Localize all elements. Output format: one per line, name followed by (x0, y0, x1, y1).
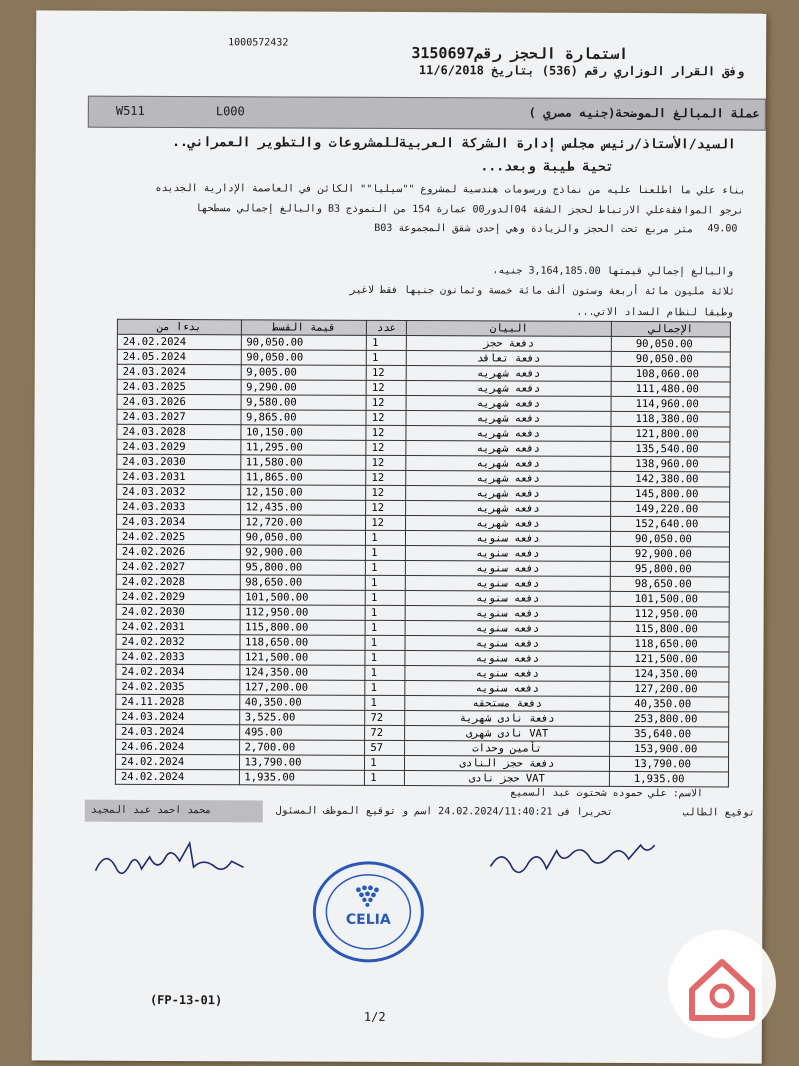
header-installment: قيمة القسط (241, 320, 367, 336)
cell-total: 153,900.00 (610, 741, 729, 757)
cell-statement: دفعه سنويه (405, 591, 610, 607)
cell-count: 1 (365, 755, 405, 770)
header-total: الإجمالي (611, 321, 730, 337)
greeting: تحية طيبة وبعد... (480, 159, 614, 175)
cell-count: 1 (366, 575, 406, 590)
cell-start: 24.03.2024 (116, 724, 240, 740)
cell-statement: دفعة حجز (406, 336, 611, 352)
cell-installment: 90,050.00 (240, 530, 366, 546)
cell-start: 24.03.2024 (116, 709, 240, 725)
signature-right (482, 838, 672, 889)
written-on: تحريرا فى 24.02.2024/11:40:21 اسم و توقيع الموظف المسئول (275, 805, 613, 818)
signature-left (90, 841, 260, 897)
cell-total: 149,220.00 (611, 501, 730, 517)
cell-count: 57 (365, 740, 405, 755)
employee-name: محمد احمد عبد المجيد (90, 804, 212, 817)
cell-count: 12 (366, 455, 406, 470)
form-title: استمارة الحجز رقم3150697 (411, 44, 629, 63)
cell-statement: دفعه شهريه (406, 411, 611, 427)
cell-installment: 3,525.00 (239, 710, 365, 726)
cell-count: 1 (365, 650, 405, 665)
cell-total: 114,960.00 (611, 396, 730, 412)
cell-count: 12 (366, 380, 406, 395)
cell-start: 24.02.2024 (115, 754, 239, 770)
intro-line-1: بناء علي ما اطلعنا عليه من نماذج ورسومات هندسية لمشروع ""سيليا"" الكائن في العاصمة الإدارية الجديده (155, 182, 746, 197)
cell-count: 1 (367, 335, 407, 350)
document-page (32, 10, 767, 1063)
cell-start: 24.02.2031 (116, 619, 240, 635)
applicant-signature-label: توقيع الطالب (682, 807, 755, 819)
cell-statement: دفعه شهريه (406, 426, 611, 442)
payment-system-title: وطبقا لنظام السداد الاتي... (576, 306, 734, 319)
cell-total: 124,350.00 (610, 666, 729, 682)
cell-installment: 90,050.00 (241, 335, 367, 351)
total-words: ثلاثة مليون مائة أربعة وستون ألف مائة خمسة وثمانون جنيها فقط لاغير (349, 284, 736, 298)
cell-installment: 9,290.00 (241, 380, 367, 396)
cell-total: 92,900.00 (610, 546, 729, 562)
cell-statement: دفعه سنويه (405, 576, 610, 592)
cell-total: 253,800.00 (610, 711, 729, 727)
cell-total: 138,960.00 (611, 456, 730, 472)
cell-statement: تأمين وحدات (404, 741, 609, 757)
cell-installment: 127,200.00 (239, 680, 365, 696)
cell-total: 135,540.00 (611, 441, 730, 457)
watermark-home-icon (668, 930, 776, 1038)
cell-count: 1 (365, 665, 405, 680)
cell-count: 72 (365, 725, 405, 740)
cell-start: 24.02.2028 (116, 574, 240, 590)
cell-count: 1 (365, 770, 405, 785)
cell-start: 24.03.2031 (117, 469, 241, 485)
cell-start: 24.02.2030 (116, 604, 240, 620)
cell-start: 24.02.2027 (116, 559, 240, 575)
cell-installment: 10,150.00 (240, 425, 366, 441)
cell-total: 90,050.00 (610, 531, 729, 547)
cell-start: 24.02.2034 (116, 664, 240, 680)
decree-line: وفق القرار الوزاري رقم (536) بتاريخ 11/6/2018 (418, 63, 745, 79)
form-code: (FP-13-01) (149, 992, 223, 1008)
cell-count: 12 (366, 485, 406, 500)
stamp-text: CELIA (345, 911, 391, 928)
cell-installment: 13,790.00 (239, 755, 365, 771)
cell-start: 24.03.2028 (117, 424, 241, 440)
cell-total: 111,480.00 (611, 381, 730, 397)
cell-count: 72 (365, 710, 405, 725)
cell-statement: دفعة تعاقد (406, 351, 611, 367)
cell-count: 12 (366, 440, 406, 455)
cell-count: 1 (365, 680, 405, 695)
cell-total: 121,500.00 (610, 651, 729, 667)
cell-count: 1 (365, 620, 405, 635)
cell-start: 24.02.2033 (116, 649, 240, 665)
cell-installment: 11,580.00 (240, 455, 366, 471)
cell-start: 24.03.2027 (117, 409, 241, 425)
cell-statement: دفعه سنويه (405, 666, 610, 682)
cell-statement: دفعه سنويه (405, 636, 610, 652)
cell-total: 112,950.00 (610, 606, 729, 622)
cell-total: 95,800.00 (610, 561, 729, 577)
cell-installment: 115,800.00 (240, 620, 366, 636)
cell-start: 24.02.2024 (115, 769, 239, 785)
cell-start: 24.02.2029 (116, 589, 240, 605)
header-count: عدد (367, 320, 407, 335)
cell-statement: دفعه شهريه (406, 396, 611, 412)
cell-start: 24.02.2025 (116, 529, 240, 545)
cell-installment: 9,865.00 (240, 410, 366, 426)
cell-count: 1 (367, 350, 407, 365)
cell-count: 1 (365, 635, 405, 650)
cell-total: 90,050.00 (611, 336, 730, 352)
doc-number: 1000572432 (228, 37, 289, 49)
cell-installment: 118,650.00 (240, 635, 366, 651)
cell-statement: دفعه سنويه (405, 606, 610, 622)
cell-total: 152,640.00 (611, 516, 730, 532)
payment-schedule-table (115, 319, 731, 788)
cell-total: 13,790.00 (609, 756, 728, 772)
cell-installment: 98,650.00 (240, 575, 366, 591)
cell-installment: 495.00 (239, 725, 365, 741)
cell-count: 12 (366, 410, 406, 425)
cell-total: 118,380.00 (611, 411, 730, 427)
cell-total: 145,800.00 (611, 486, 730, 502)
cell-statement: دفعه شهريه (405, 516, 610, 532)
cell-start: 24.03.2034 (117, 514, 241, 530)
cell-total: 118,650.00 (610, 636, 729, 652)
cell-count: 12 (366, 515, 406, 530)
total-line: والبالغ إجمالي قيمتها 3,164,185.00 جنيه، (492, 265, 734, 278)
cell-count: 1 (365, 605, 405, 620)
cell-total: 108,060.00 (611, 366, 730, 382)
cell-statement: دفعة حجز النادى (404, 756, 609, 772)
cell-start: 24.06.2024 (116, 739, 240, 755)
cell-total: 98,650.00 (610, 576, 729, 592)
cell-start: 24.02.2024 (117, 334, 241, 350)
cell-start: 24.02.2035 (116, 679, 240, 695)
cell-installment: 112,950.00 (240, 605, 366, 621)
cell-count: 1 (366, 545, 406, 560)
cell-statement: دفعه شهريه (406, 486, 611, 502)
cell-statement: دفعه سنويه (405, 561, 610, 577)
cell-installment: 121,500.00 (239, 650, 365, 666)
cell-installment: 1,935.00 (239, 770, 365, 786)
cell-installment: 40,350.00 (239, 695, 365, 711)
cell-start: 24.03.2032 (117, 484, 241, 500)
cell-installment: 11,295.00 (240, 440, 366, 456)
cell-count: 1 (365, 695, 405, 710)
currency-label: عملة المبالغ الموضحة(جنيه مصري ) (528, 105, 760, 121)
cell-start: 24.03.2024 (117, 364, 241, 380)
applicant-name: الاسم: علي حموده شحتوت عبد السميع (510, 787, 703, 800)
cell-statement: دفعه شهريه (406, 366, 611, 382)
cell-total: 40,350.00 (610, 696, 729, 712)
cell-start: 24.03.2030 (117, 454, 241, 470)
cell-total: 1,935.00 (609, 771, 728, 787)
cell-installment: 9,005.00 (241, 365, 367, 381)
cell-statement: دفعه شهريه (406, 441, 611, 457)
cell-count: 12 (366, 395, 406, 410)
cell-start: 24.02.2032 (116, 634, 240, 650)
cell-statement: دفعه شهريه (406, 456, 611, 472)
cell-statement: دفعه سنويه (405, 531, 610, 547)
cell-start: 24.02.2026 (116, 544, 240, 560)
cell-start: 24.03.2033 (117, 499, 241, 515)
cell-count: 1 (366, 560, 406, 575)
cell-installment: 90,050.00 (241, 350, 367, 366)
cell-statement: دفعة نادى شهرية (405, 711, 610, 727)
cell-statement: دفعه شهريه (406, 501, 611, 517)
cell-installment: 12,720.00 (240, 515, 366, 531)
cell-statement: VAT حجز نادى (404, 771, 609, 787)
intro-line-3: متر مربع تحت الحجز والزيادة وهي إحدى شقق المجموعة B03 (374, 222, 694, 236)
cell-count: 12 (366, 425, 406, 440)
cell-installment: 9,580.00 (241, 395, 367, 411)
cell-installment: 2,700.00 (239, 740, 365, 756)
company-stamp (310, 860, 426, 965)
cell-installment: 101,500.00 (240, 590, 366, 606)
cell-total: 142,380.00 (611, 471, 730, 487)
page-number: 1/2 (363, 1009, 386, 1024)
cell-start: 24.03.2029 (117, 439, 241, 455)
addressee: السيد/الأستاذ/رئيس مجلس إدارة الشركة العربيةللمشروعات والتطوير العمراني.. (172, 135, 736, 153)
cell-statement: دفعه سنويه (405, 681, 610, 697)
cell-statement: دفعه سنويه (405, 651, 610, 667)
code-l000: L000 (215, 104, 245, 119)
cell-statement: VAT نادى شهرى (405, 726, 610, 742)
cell-statement: دفعه سنويه (405, 621, 610, 637)
cell-statement: دفعه شهريه (406, 381, 611, 397)
cell-total: 115,800.00 (610, 621, 729, 637)
cell-start: 24.11.2028 (116, 694, 240, 710)
cell-start: 24.03.2026 (117, 394, 241, 410)
cell-start: 24.05.2024 (117, 349, 241, 365)
area-value: 49.00 (707, 223, 738, 235)
cell-installment: 11,865.00 (240, 470, 366, 486)
cell-total: 35,640.00 (610, 726, 729, 742)
cell-statement: دفعه سنويه (405, 546, 610, 562)
cell-installment: 12,150.00 (240, 485, 366, 501)
cell-total: 127,200.00 (610, 681, 729, 697)
header-statement: البيان (406, 321, 611, 337)
cell-statement: دفعه شهريه (406, 471, 611, 487)
cell-count: 12 (366, 500, 406, 515)
cell-installment: 124,350.00 (239, 665, 365, 681)
cell-installment: 12,435.00 (240, 500, 366, 516)
cell-total: 90,050.00 (611, 351, 730, 367)
cell-count: 1 (366, 530, 406, 545)
cell-count: 12 (366, 470, 406, 485)
cell-installment: 95,800.00 (240, 560, 366, 576)
cell-count: 1 (365, 590, 405, 605)
header-start: بدءا من (117, 319, 241, 335)
code-w511: W511 (115, 103, 145, 118)
cell-count: 12 (366, 365, 406, 380)
cell-start: 24.03.2025 (117, 379, 241, 395)
intro-line-2: نرجو الموافقةعلي الارتباط لحجز الشقة 04الدور00 عمارة 154 من النموذج B3 والبالغ إجمالي مسطحها (195, 203, 744, 217)
cell-installment: 92,900.00 (240, 545, 366, 561)
cell-total: 101,500.00 (610, 591, 729, 607)
cell-total: 121,800.00 (611, 426, 730, 442)
table-row (115, 769, 728, 787)
cell-statement: دفعة مستحقه (405, 696, 610, 712)
